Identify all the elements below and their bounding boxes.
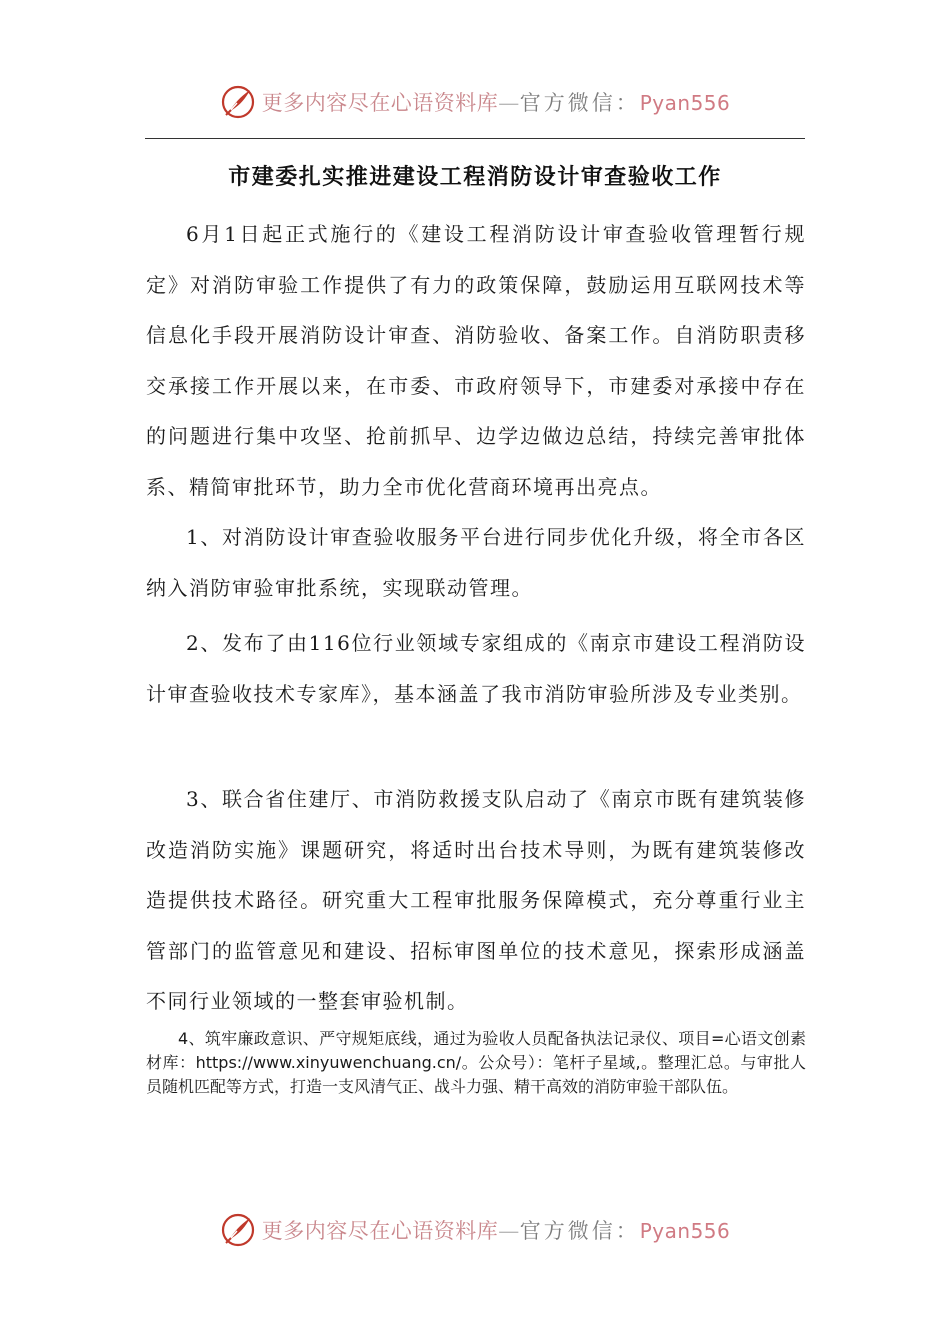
quill-logo-icon	[220, 1212, 256, 1248]
brand-official: 官方微信：	[519, 1219, 640, 1243]
paragraph-intro: 6月1日起正式施行的《建设工程消防设计审查验收管理暂行规定》对消防审验工作提供了有力的政策保障，鼓励运用互联网技术等信息化手段开展消防设计审查、消防验收、备案工作。自消防职责移交承接工作开展以来，在市委、市政府领导下，市建委对承接中存在的问题进行集中攻坚、抢前抓早、边学边做边总结，持续完善审批体系、精简审批环节，助力全市优化营商环境再出亮点。	[146, 222, 806, 499]
brand-text	[262, 87, 731, 117]
brand-official: 官方微信：	[519, 91, 640, 115]
brand-text	[262, 1215, 731, 1245]
paragraph-item-1: 1、对消防设计审查验收服务平台进行同步优化升级，将全市各区纳入消防审验审批系统，实现联动管理。	[146, 525, 806, 600]
paragraph-item-4: 4、筑牢廉政意识、严守规矩底线，通过为验收人员配备执法记录仪、项目=心语文创素材库：https://www.xinyuwenchuang.cn/。公众号）：笔杆子星域,。整理汇总。与审批人员随机匹配等方式，打造一支风清气正、战斗力强、精干高效的消防审验干部队伍。	[146, 1029, 806, 1096]
quill-logo-icon	[220, 84, 256, 120]
brand-id: Pyan556	[639, 1219, 731, 1243]
brand-main: 更多内容尽在心语资料库	[261, 1219, 499, 1243]
brand-main: 更多内容尽在心语资料库	[261, 91, 499, 115]
paragraph-item-3: 3、联合省住建厅、市消防救援支队启动了《南京市既有建筑装修改造消防实施》课题研究，将适时出台技术导则，为既有建筑装修改造提供技术路径。研究重大工程审批服务保障模式，充分尊重行业主管部门的监管意见和建设、招标审图单位的技术意见，探索形成涵盖不同行业领域的一整套审验机制。	[146, 787, 806, 1013]
brand-dash: —	[498, 1219, 520, 1243]
brand-dash: —	[498, 91, 520, 115]
header-divider	[145, 138, 805, 139]
header-watermark	[0, 80, 950, 124]
footer-watermark	[0, 1208, 950, 1252]
document-title: 市建委扎实推进建设工程消防设计审查验收工作	[228, 164, 722, 190]
brand-id: Pyan556	[639, 91, 731, 115]
paragraph-item-2: 2、发布了由116位行业领域专家组成的《南京市建设工程消防设计审查验收技术专家库》，基本涵盖了我市消防审验所涉及专业类别。	[146, 631, 806, 706]
